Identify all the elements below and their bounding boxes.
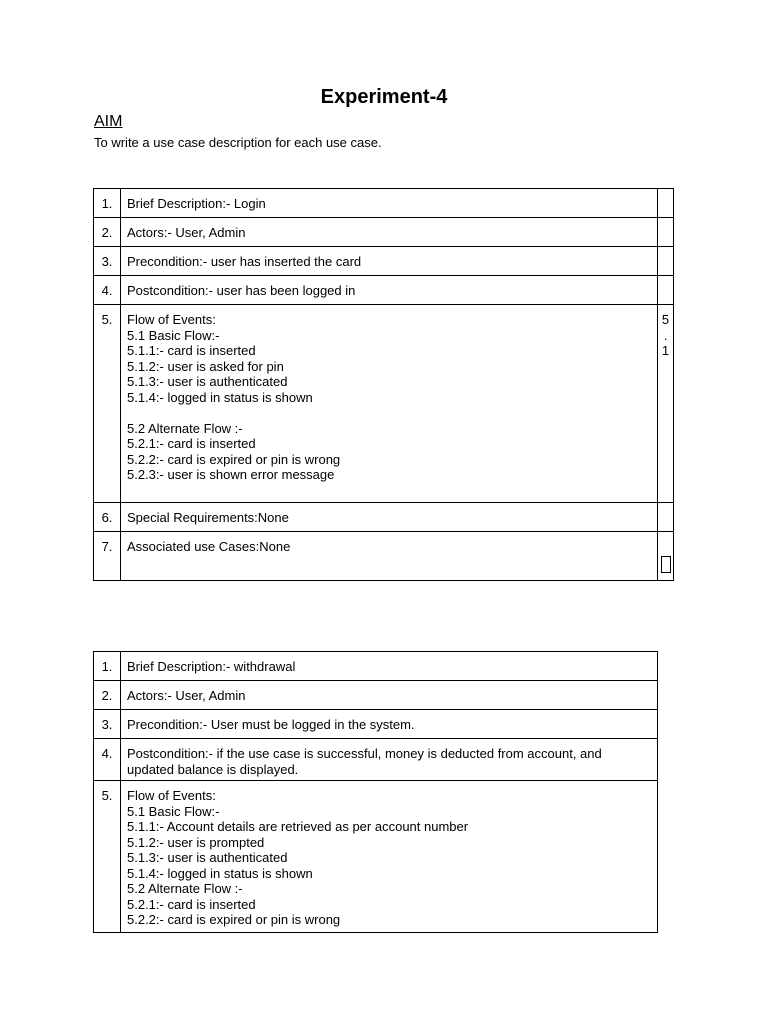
side-column: [658, 276, 674, 305]
table-row: [94, 710, 658, 739]
table-row: [94, 305, 674, 503]
aim-heading: AIM: [94, 113, 123, 130]
row-text: Postcondition:- user has been logged in: [121, 276, 658, 305]
side-column: [658, 189, 674, 218]
side-column: [658, 532, 674, 581]
page-title: Experiment-4: [320, 86, 448, 108]
table-row: [94, 532, 674, 581]
flow-line: 5.2.2:- card is expired or pin is wrong: [127, 451, 341, 467]
row-text: Special Requirements:None: [121, 503, 658, 532]
row-number: 4.: [94, 276, 121, 305]
flow-line: 5.1.2:- user is asked for pin: [127, 358, 284, 374]
row-number: 5.: [94, 305, 121, 503]
table-row: [94, 247, 674, 276]
table-row: [94, 781, 658, 933]
table-row: [94, 189, 674, 218]
flow-of-events: [121, 305, 658, 503]
flow-line: Flow of Events:: [127, 788, 216, 803]
flow-line: 5.1 Basic Flow:-: [127, 327, 220, 343]
row-text: Precondition:- user has inserted the card: [121, 247, 658, 276]
row-text: Associated use Cases:None: [121, 532, 658, 581]
flow-line: Flow of Events:: [127, 312, 216, 327]
side-column: [658, 503, 674, 532]
table-row: [94, 218, 674, 247]
flow-line: 5.2.3:- user is shown error message: [127, 467, 335, 482]
row-number: 3.: [94, 247, 121, 276]
flow-line: 5.1.3:- user is authenticated: [127, 374, 288, 389]
postcondition-text: [121, 739, 658, 781]
row-text: Actors:- User, Admin: [121, 218, 658, 247]
flow-of-events: [121, 781, 658, 933]
row-number: 7.: [94, 532, 121, 581]
table-row: [94, 276, 674, 305]
side-char: 5: [661, 312, 670, 327]
flow-line: 5.1.3:- user is authenticated: [127, 850, 288, 865]
row-text: Brief Description:- Login: [121, 189, 658, 218]
flow-line: 5.1.1:- card is inserted: [127, 343, 256, 358]
side-column: [658, 218, 674, 247]
table-row: [94, 739, 658, 781]
postcondition-line: Postcondition:- if the use case is successful, money is deducted from account, and: [127, 746, 602, 761]
flow-line: 5.2 Alternate Flow :-: [127, 420, 243, 436]
flow-line: 5.2.2:- card is expired or pin is wrong: [127, 912, 341, 927]
row-number: 6.: [94, 503, 121, 532]
row-text: Precondition:- User must be logged in the system.: [121, 710, 658, 739]
aim-text: To write a use case description for each use case.: [94, 135, 382, 150]
side-char: .: [663, 327, 668, 343]
flow-line: 5.1.4:- logged in status is shown: [127, 865, 313, 881]
flow-line: 5.2.1:- card is inserted: [127, 896, 256, 912]
checkbox-glyph-icon: [661, 556, 671, 573]
side-column: [658, 247, 674, 276]
side-column: [658, 305, 674, 503]
row-number: 2.: [94, 218, 121, 247]
flow-line: 5.1.1:- Account details are retrieved as per account number: [127, 819, 469, 834]
flow-line-spacer: [127, 405, 653, 421]
row-text: Brief Description:- withdrawal: [121, 652, 658, 681]
withdrawal-use-case-table: [93, 651, 658, 933]
flow-line: 5.1 Basic Flow:-: [127, 803, 220, 819]
row-number: 5.: [94, 781, 121, 933]
row-number: 4.: [94, 739, 121, 781]
row-number: 1.: [94, 652, 121, 681]
flow-line: 5.1.2:- user is prompted: [127, 834, 265, 850]
row-text: Actors:- User, Admin: [121, 681, 658, 710]
row-number: 1.: [94, 189, 121, 218]
table-row: [94, 652, 658, 681]
flow-line: 5.1.4:- logged in status is shown: [127, 389, 313, 405]
login-use-case-table: [93, 188, 674, 581]
row-number: 3.: [94, 710, 121, 739]
flow-line: 5.2 Alternate Flow :-: [127, 881, 243, 896]
flow-line: 5.2.1:- card is inserted: [127, 436, 256, 451]
row-number: 2.: [94, 681, 121, 710]
table-row: [94, 681, 658, 710]
side-char: 1: [661, 343, 670, 358]
postcondition-line: updated balance is displayed.: [127, 761, 299, 777]
table-row: [94, 503, 674, 532]
